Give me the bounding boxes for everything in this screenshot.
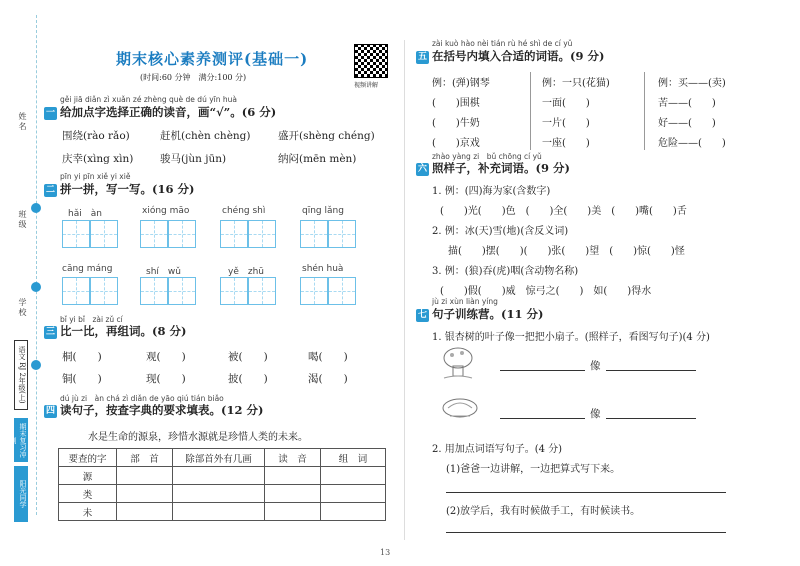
s5-item[interactable]: 苦——( ) — [658, 98, 716, 109]
write-box[interactable] — [62, 277, 118, 305]
answer-line[interactable] — [446, 532, 726, 533]
answer-line[interactable] — [606, 418, 696, 419]
answer-line[interactable] — [606, 370, 696, 371]
s1-item[interactable]: 赶机(chèn chèng) — [160, 130, 251, 142]
s3-item[interactable]: 铜( ) — [62, 373, 102, 385]
s3-item[interactable]: 现( ) — [146, 373, 186, 385]
s6-q1-answer[interactable]: ( )光( )色 ( )全( )美 ( )嘴( )舌 — [440, 206, 687, 217]
s5-heading — [416, 48, 604, 64]
answer-cell[interactable] — [265, 485, 321, 503]
s3-item[interactable]: 喝( ) — [308, 351, 348, 363]
s6-q3: 3. 例：(狼)吞(虎)咽(含动物名称) — [432, 266, 579, 277]
like-word: 像 — [590, 408, 601, 420]
table-row — [59, 485, 386, 503]
bridge-picture — [440, 394, 480, 424]
write-box[interactable] — [140, 220, 196, 248]
s6-heading — [416, 160, 570, 176]
s5-number: 五 — [417, 52, 427, 62]
s2-pinyin-item: yě zhū — [228, 267, 264, 277]
s5-item[interactable]: ( )牛奶 — [432, 118, 480, 129]
table-header-cell: 要查的字 — [59, 449, 117, 467]
s1-item[interactable]: 盛开(shèng chéng) — [278, 130, 375, 142]
s3-item[interactable]: 观( ) — [146, 351, 186, 363]
s5-item[interactable]: 一面( ) — [542, 98, 590, 109]
school-label: 学校 — [18, 298, 27, 318]
s4-sentence: 水是生命的源泉，珍惜水源就是珍惜人类的未来。 — [88, 432, 308, 443]
answer-cell[interactable] — [321, 503, 386, 521]
brand-tag: 阳光同学 — [14, 466, 28, 522]
s1-item[interactable]: 纳闷(mēn mèn) — [278, 153, 357, 165]
s1-heading — [44, 104, 276, 120]
side-dot — [31, 282, 41, 292]
write-box[interactable] — [220, 277, 276, 305]
table-header-cell: 读 音 — [265, 449, 321, 467]
table-row — [59, 467, 386, 485]
s7-title: 句子训练营。(11 分) — [432, 307, 544, 321]
s2-pinyin-item: shén huà — [302, 264, 344, 274]
s2-heading — [44, 181, 194, 197]
s5-pinyin: zài kuò hào nèi tián rù hé shì de cí yǔ — [432, 39, 573, 48]
s7-q2-sentence2: (2)放学后，我有时候做手工，有时候读书。 — [446, 506, 641, 517]
answer-cell[interactable] — [117, 467, 173, 485]
s5-item[interactable]: 例：买——(卖) — [658, 78, 726, 89]
col-divider — [644, 72, 645, 150]
answer-cell[interactable] — [265, 503, 321, 521]
qr-code[interactable] — [354, 44, 388, 78]
s2-pinyin: pīn yi pīn xiě yi xiě — [60, 172, 131, 181]
answer-cell[interactable] — [117, 503, 173, 521]
answer-line[interactable] — [500, 370, 585, 371]
grade-tag: 语文 RJ 2年级(上) — [14, 340, 28, 410]
table-header-cell: 组 词 — [321, 449, 386, 467]
page-number: 13 — [380, 548, 391, 557]
table-char: 类 — [59, 485, 117, 503]
s5-item[interactable]: 好——( ) — [658, 118, 716, 129]
s6-title: 照样子，补充词语。(9 分) — [432, 161, 570, 175]
s5-item[interactable]: ( )京戏 — [432, 138, 480, 149]
s4-pinyin: dú jù zi àn chá zì diǎn de yāo qiú tián biǎo — [60, 394, 224, 403]
answer-cell[interactable] — [265, 467, 321, 485]
side-dot — [31, 360, 41, 370]
s2-number: 二 — [45, 185, 55, 195]
s1-number: 一 — [45, 108, 55, 118]
s6-number: 六 — [417, 164, 427, 174]
class-label: 班级 — [18, 210, 27, 230]
write-box[interactable] — [62, 220, 118, 248]
s5-item[interactable]: 危险——( ) — [658, 138, 726, 149]
side-strip — [0, 0, 38, 566]
s1-item[interactable]: 庆幸(xìng xìn) — [62, 153, 134, 165]
page-title: 期末核心素养测评(基础一) — [116, 50, 309, 68]
answer-line[interactable] — [446, 492, 726, 493]
s1-title: 给加点字选择正确的读音，画“√”。(6 分) — [60, 105, 277, 119]
s3-number: 三 — [45, 327, 55, 337]
s7-q1: 1. 银杏树的叶子像一把把小扇子。(照样子，看图写句子)(4 分) — [432, 332, 710, 343]
answer-cell[interactable] — [173, 467, 265, 485]
s3-heading — [44, 323, 186, 339]
like-word: 像 — [590, 360, 601, 372]
s1-pinyin: gěi jiā diǎn zì xuǎn zé zhèng què de dú yīn huà — [60, 95, 237, 104]
s2-pinyin-item: qīng lǎng — [302, 206, 344, 216]
s5-title: 在括号内填入合适的词语。(9 分) — [432, 49, 605, 63]
s2-pinyin-item: hǎi àn — [68, 209, 102, 219]
table-row — [59, 503, 386, 521]
s3-item[interactable]: 渴( ) — [308, 373, 348, 385]
s7-q2: 2. 用加点词语写句子。(4 分) — [432, 444, 563, 455]
write-box[interactable] — [220, 220, 276, 248]
s2-pinyin-item: chéng shì — [222, 206, 266, 216]
s2-pinyin-item: shí wǔ — [146, 267, 181, 277]
table-header — [59, 449, 386, 467]
s7-heading — [416, 306, 543, 322]
s3-pinyin: bǐ yi bǐ zài zǔ cí — [60, 315, 123, 324]
s2-title: 拼一拼，写一写。(16 分) — [60, 182, 195, 196]
answer-cell[interactable] — [173, 485, 265, 503]
s6-pinyin: zhào yàng zi bǔ chōng cí yǔ — [432, 152, 542, 161]
s5-item[interactable]: 一座( ) — [542, 138, 590, 149]
answer-cell[interactable] — [117, 485, 173, 503]
table-header-cell: 除部首外有几画 — [173, 449, 265, 467]
table-char: 源 — [59, 467, 117, 485]
s1-item[interactable]: 骏马(jùn jūn) — [160, 153, 227, 165]
s3-item[interactable]: 桐( ) — [62, 351, 102, 363]
answer-line[interactable] — [500, 418, 585, 419]
s6-q2-answer[interactable]: 描( )摆( )( )张( )望 ( )惊( )怪 — [448, 246, 685, 257]
s5-item[interactable]: 一片( ) — [542, 118, 590, 129]
s3-item[interactable]: 披( ) — [228, 373, 268, 385]
answer-cell[interactable] — [173, 503, 265, 521]
write-box[interactable] — [300, 220, 356, 248]
s7-number: 七 — [417, 310, 427, 320]
answer-cell[interactable] — [321, 485, 386, 503]
s7-q2-sentence1: (1)爸爸一边讲解，一边把算式写下来。 — [446, 464, 621, 475]
s6-q2: 2. 例：冰(天)雪(地)(含反义词) — [432, 226, 569, 237]
s3-item[interactable]: 被( ) — [228, 351, 268, 363]
write-box[interactable] — [140, 277, 196, 305]
s3-title: 比一比，再组词。(8 分) — [60, 324, 187, 338]
s5-item[interactable]: ( )围棋 — [432, 98, 480, 109]
s5-item[interactable]: 例：一只(花猫) — [542, 78, 610, 89]
write-box[interactable] — [300, 277, 356, 305]
col-divider — [530, 72, 531, 150]
s4-number: 四 — [45, 406, 55, 416]
s4-title: 读句子，按查字典的要求填表。(12 分) — [60, 403, 264, 417]
side-dot — [31, 203, 41, 213]
s4-heading — [44, 402, 263, 418]
mushroom-picture — [440, 344, 476, 382]
table-char: 未 — [59, 503, 117, 521]
dictionary-table — [58, 448, 386, 521]
name-label: 姓名 — [18, 112, 27, 132]
page-divider — [404, 40, 405, 540]
qr-caption: 视频讲解 — [354, 82, 379, 89]
s6-q3-answer[interactable]: ( )假( )威 惊弓之( ) 如( )得水 — [440, 286, 652, 297]
s7-pinyin: jù zi xùn liàn yíng — [432, 297, 498, 306]
cut-line — [36, 15, 37, 515]
series-tag: 期末复习冲刺 — [14, 418, 28, 462]
s2-pinyin-item: cāng máng — [62, 264, 113, 274]
s6-q1: 1. 例：(四)海为家(含数字) — [432, 186, 551, 197]
s2-pinyin-item: xióng māo — [142, 206, 190, 216]
page-subtitle: (时间:60 分钟 满分:100 分) — [140, 73, 247, 82]
table-header-cell: 部 首 — [117, 449, 173, 467]
s1-item[interactable]: 围绕(rào rǎo) — [62, 130, 130, 142]
s5-item[interactable]: 例：(弹)钢琴 — [432, 78, 490, 89]
answer-cell[interactable] — [321, 467, 386, 485]
